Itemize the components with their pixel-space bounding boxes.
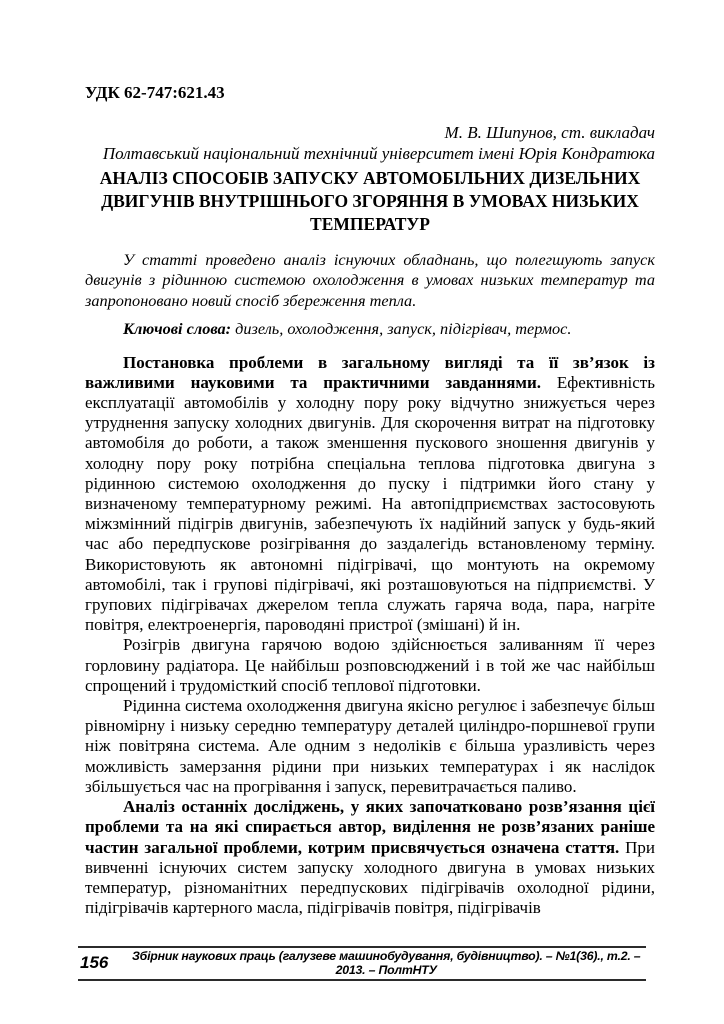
paragraph-hot-water-heating <box>85 635 655 696</box>
abstract-text: У статті проведено аналіз існуючих обладнань, що полегшують запуск двигунів з рідинною системою охолодження в умовах низьких температур та запропоновано новий спосіб збереження тепла. <box>85 250 655 310</box>
keywords-label: Ключові слова: <box>123 319 232 339</box>
page-number: 156 <box>80 953 109 972</box>
paragraph-text: При вивченні існуючих систем запуску холодного двигуна в умовах низьких температур, різноманітних передпускових підігрівачів охолодної рідини, підігрівачів картерного масла, підігрівачів повітря, підігрівачів <box>85 837 656 918</box>
page-content <box>85 83 655 918</box>
paragraph-text: Рідинна система охолодження двигуна якісно регулює і забезпечує більш рівномірну і низьку середню температуру деталей циліндро-поршневої групи ніж повітряна система. Але одним з недоліків є більша уразливість через можливість замерзання рідини при низьких температурах і як наслідок збільшується час на прогрівання і запуск, перевитрачається паливо. <box>85 696 655 796</box>
keywords-line <box>85 319 655 339</box>
affiliation-line: Полтавський національний технічний університет імені Юрія Кондратюка <box>102 144 655 163</box>
paragraph-problem-statement <box>85 353 655 636</box>
paragraph-lead-bold: Постановка проблеми в загальному вигляді та її зв’язок із важливими науковими та практичними завданнями. <box>85 352 655 392</box>
paragraph-text: Розігрів двигуна гарячою водою здійснюється заливанням її через горловину радіатора. Це найбільш розповсюджений і в той же час найбільш спрощений і трудомісткий спосіб теплової підготовки. <box>85 635 655 695</box>
keywords-list: дизель, охолодження, запуск, підігрівач, термос. <box>235 319 572 339</box>
paragraph-liquid-cooling-system <box>85 696 655 797</box>
author-line: М. В. Шипунов, ст. викладач <box>444 123 655 142</box>
journal-reference: Збірник наукових праць (галузеве машинобудування, будівництво). – №1(36)., т.2. – 2013. – ПолтНТУ <box>131 949 641 977</box>
page-footer <box>78 946 646 981</box>
paragraph-lead-bold: Аналіз останніх досліджень, у яких започатковано розв’язання цієї проблеми та на які спирається автор, виділення не розв’язаних раніше частин загальної проблеми, котрим присвячується означена стаття. <box>85 797 655 857</box>
byline <box>85 122 655 164</box>
paragraph-text: Ефективність експлуатації автомобілів у холодну пору року відчутно знижується через утруднення запуску холодних двигунів. Для скорочення витрат на підготовку автомобіля до роботи, а також зменшення пускового зношення двигунів у холодну пору року потрібна спеціальна теплова підготовка двигуна з рідинною системою охолодження до пуску і підтримки його стану у визначеному температурному режимі. На автопідприємствах застосовують міжзмінний підігрів двигунів, забезпечують їх надійний запуск у будь-який час або передпускове розігрівання до заздалегідь встановленому терміну. Використовують як автономні підігрівачі, що монтують на окремому автомобілі, так і групові підігрівачі, які розташовуються на підприємстві. У групових підігрівачах джерелом тепла служать гаряча вода, пара, нагріте повітря, електроенергія, пароводяні пристрої (змішані) й ін. <box>85 372 655 635</box>
udc-code: УДК 62-747:621.43 <box>85 83 225 102</box>
paragraph-recent-research-analysis <box>85 797 655 918</box>
article-title: АНАЛІЗ СПОСОБІВ ЗАПУСКУ АВТОМОБІЛЬНИХ ДИЗЕЛЬНИХ ДВИГУНІВ ВНУТРІШНЬОГО ЗГОРЯННЯ В УМОВАХ НИЗЬКИХ ТЕМПЕРАТУР <box>99 168 641 234</box>
